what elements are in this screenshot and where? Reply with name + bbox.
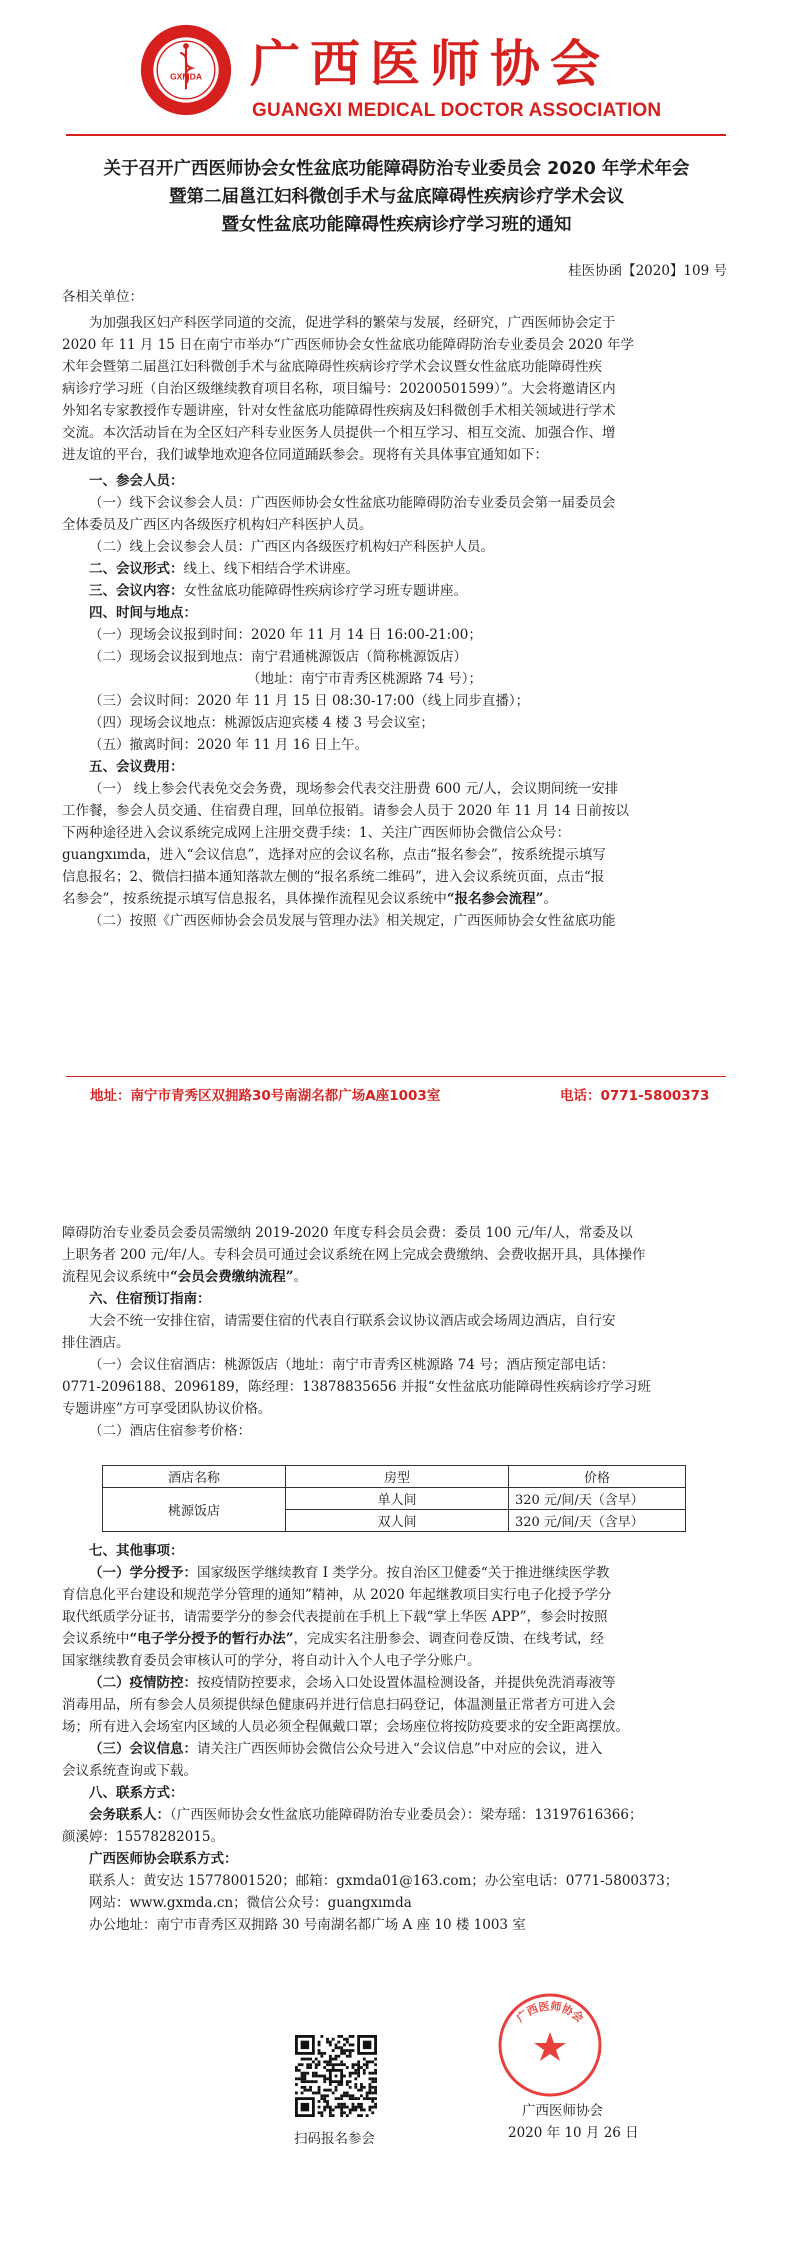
hotel-name-cell: 桃源饭店 xyxy=(103,1488,286,1532)
text-line: 工作餐，参会人员交通、住宿费自理，回单位报销。请参会人员于 2020 年 11 月 14 日前按以 xyxy=(62,803,629,819)
org-name: 广西医师协会 xyxy=(250,35,610,93)
text-line: 全体委员及广西区内各级医疗机构妇产科医护人员。 xyxy=(62,517,373,533)
text-line: 颜溪婷：15578282015。 xyxy=(62,1829,224,1845)
section-heading: 六、住宿预订指南： xyxy=(89,1291,211,1307)
table-header: 酒店名称 xyxy=(103,1466,286,1488)
text-line: 育信息化平台建设和规范学分管理的通知”精神，从 2020 年起继教项目实行电子化授予学分 xyxy=(62,1587,612,1603)
text-line: （一）线下会议参会人员：广西医师协会女性盆底功能障碍防治专业委员会第一届委员会 xyxy=(89,495,616,511)
item-label: （一）学分授予： xyxy=(89,1565,197,1581)
text-line: （二）线上会议参会人员：广西区内各级医疗机构妇产科医护人员。 xyxy=(89,539,494,555)
text-line: 流程见会议系统中 xyxy=(62,1269,170,1285)
title-line-2: 暨第二届邕江妇科微创手术与盆底障碍性疾病诊疗学术会议 xyxy=(169,187,624,207)
text-line: （四）现场会议地点：桃源饭店迎宾楼 4 楼 3 号会议室； xyxy=(89,715,434,731)
text-line: 排住酒店。 xyxy=(62,1335,130,1351)
room-type-cell: 单人间 xyxy=(286,1488,509,1510)
text-line: 0771-2096188、2096189，陈经理：13878835656 并报“女性盆底功能障碍性疾病诊疗学习班 xyxy=(62,1379,651,1395)
item-label: 会务联系人： xyxy=(89,1807,170,1823)
text-line: （二）按照《广西医师协会会员发展与管理办法》相关规定，广西医师协会女性盆底功能 xyxy=(89,913,616,929)
section-heading: 五、会议费用： xyxy=(89,759,184,775)
logo-text: GXMDA xyxy=(169,71,203,82)
item-label: 广西医师协会联系方式： xyxy=(89,1851,238,1867)
section-heading: 三、会议内容： xyxy=(89,583,184,599)
text-line: 消毒用品，所有参会人员须提供绿色健康码并进行信息扫码登记，体温测量正常者方可进入会 xyxy=(62,1697,616,1713)
text-line: 场；所有进入会场室内区域的人员必须全程佩戴口罩；会场座位将按防疫要求的安全距离摆放。 xyxy=(62,1719,629,1735)
text-line: （五）撤离时间：2020 年 11 月 16 日上午。 xyxy=(89,737,369,753)
section-attendees: 一、参会人员： （一）线下会议参会人员：广西医师协会女性盆底功能障碍防治专业委员会第一届委员会 全体委员及广西区内各级医疗机构妇产科医护人员。 （二）线上会议参会人员：广西区内各级医疗机构妇产科医护人员。 二、会议形式：线上、线下相结合学术讲座。 三、会议内容：女性盆底功能障碍性疾病诊疗学习班专题讲座。 四、时间与地点： （一）现场会议报到时间：2020 年 11 月 14 日 16:00-21:00； （二）现场会议报到地点：南宁君通桃源饭店（简称桃源饭店） （地址：南宁市青秀区桃源路 74 号）； （三）会议时间：2020 年 11 月 15 日 08:30-17:00（线上同步直播）； （四）现场会议地点：桃源饭店迎宾楼 4 楼 3 号会议室； （五）撤离时间：2020 年 11 月 16 日上午。 五、会议费用： （一） 线上参会代表免交会务费，现场参会代表交注册费 600 元/人，会议期间统一安排 工作餐，参会人员交通、住宿费自理，回单位报销。请参会人员于 2020 年 11 月 14 日前按以 下两种途径进入会议系统完成网上注册交费手续：1、关注广西医师协会微信公众号： guangxımda，进入“会议信息”，选择对应的会议名称，点击“报名参会”，按系统提示填写 信息报名；2、微信扫描本通知落款左侧的“报名系统二维码”，进入会议系统页面，点击“报 名参会”，按系统提示填写信息报名，具体操作流程见会议系统中“报名参会流程”。 （二）按照《广西医师协会会员发展与管理办法》相关规定，广西医师协会女性盆底功能 xyxy=(62,470,732,932)
text-line: 国家继续教育委员会审核认可的学分，将自动计入个人电子学分账户。 xyxy=(62,1653,481,1669)
text-line: 下两种途径进入会议系统完成网上注册交费手续：1、关注广西医师协会微信公众号： xyxy=(62,825,571,841)
section-heading: 七、其他事项： xyxy=(89,1543,184,1559)
title-line-3: 暨女性盆底功能障碍性疾病诊疗学习班的通知 xyxy=(221,215,572,235)
intro-line: 交流。本次活动旨在为全区妇产科专业医务人员提供一个相互学习、相互交流、加强合作、增 xyxy=(62,425,616,441)
text-line: （三）会议时间：2020 年 11 月 15 日 08:30-17:00（线上同步直播）； xyxy=(89,693,530,709)
text-line: 会议系统查询或下载。 xyxy=(62,1763,197,1779)
salutation: 各相关单位： xyxy=(62,289,143,305)
intro-line: 术年会暨第二届邕江妇科微创手术与盆底障碍性疾病诊疗学术会议暨女性盆底功能障碍性疾 xyxy=(62,359,602,375)
intro-line: 为加强我区妇产科医学同道的交流，促进学科的繁荣与发展，经研究，广西医师协会定于 xyxy=(89,315,616,331)
intro-line: 外知名专家教授作专题讲座，针对女性盆底功能障碍性疾病及妇科微创手术相关领域进行学术 xyxy=(62,403,616,419)
price-cell: 320 元/间/天（含早） xyxy=(509,1488,686,1510)
seal-text: 广西医师协会 xyxy=(513,1999,587,2025)
intro-line: 病诊疗学习班（自治区级继续教育项目名称，项目编号：20200501599）”。大会将邀请区内 xyxy=(62,381,616,397)
room-type-cell: 双人间 xyxy=(286,1510,509,1532)
text-line: 大会不统一安排住宿，请需要住宿的代表自行联系会议协议酒店或会场周边酒店，自行安 xyxy=(89,1313,616,1329)
text-line: 联系人：黄安达 15778001520；邮箱：gxmda01@163.com；办公室电话：0771-5800373； xyxy=(89,1873,679,1889)
footer-divider xyxy=(66,1076,726,1077)
org-name-en: GUANGXI MEDICAL DOCTOR ASSOCIATION xyxy=(252,100,662,121)
signoff-date: 2020 年 10 月 26 日 xyxy=(508,2125,639,2141)
price-cell: 320 元/间/天（含早） xyxy=(509,1510,686,1532)
section-heading: 四、时间与地点： xyxy=(89,605,197,621)
intro-paragraph xyxy=(62,312,732,466)
section-heading: 二、会议形式： xyxy=(89,561,184,577)
table-header-row xyxy=(103,1466,686,1488)
emphasis-text: “电子学分授予的暂行办法” xyxy=(129,1631,294,1647)
text-line: 取代纸质学分证书，请需要学分的参会代表提前在手机上下载“掌上华医 APP”，参会时按照 xyxy=(62,1609,608,1625)
text-line: 办公地址：南宁市青秀区双拥路 30 号南湖名都广场 A 座 10 楼 1003 室 xyxy=(89,1917,526,1933)
text-line: 障碍防治专业委员会委员需缴纳 2019-2020 年度专科会员会费：委员 100 元/年/人，常委及以 xyxy=(62,1225,633,1241)
footer-address: 地址：南宁市青秀区双拥路30号南湖名都广场A座1003室 xyxy=(90,1088,441,1104)
intro-line: 2020 年 11 月 15 日在南宁市举办“广西医师协会女性盆底功能障碍防治专业委员会 2020 年学 xyxy=(62,337,635,353)
table-row xyxy=(103,1488,686,1510)
text-line: （二）酒店住宿参考价格： xyxy=(89,1423,251,1439)
header-divider xyxy=(66,134,726,136)
registration-qr-code[interactable] xyxy=(295,2035,377,2117)
text-line: （一） 线上参会代表免交会务费，现场参会代表交注册费 600 元/人，会议期间统一安排 xyxy=(89,781,619,797)
item-label: （二）疫情防控： xyxy=(89,1675,197,1691)
emphasis-text: “会员会费缴纳流程” xyxy=(170,1269,294,1285)
emphasis-text: “报名参会流程” xyxy=(446,891,544,907)
text-line: 线上、线下相结合学术讲座。 xyxy=(183,561,359,577)
text-line: （二）现场会议报到地点：南宁君通桃源饭店（简称桃源饭店） xyxy=(89,649,467,665)
qr-caption: 扫码报名参会 xyxy=(294,2131,375,2147)
text-line: 网站：www.gxmda.cn；微信公众号：guangxımda xyxy=(89,1895,412,1911)
section-fees-continued: 障碍防治专业委员会委员需缴纳 2019-2020 年度专科会员会费：委员 100 元/年/人，常委及以 上职务者 200 元/年/人。专科会员可通过会议系统在网上完成会费缴纳、会费收据开具，具体操作 流程见会议系统中“会员会费缴纳流程”。 六、住宿预订指南： 大会不统一安排住宿，请需要住宿的代表自行联系会议协议酒店或会场周边酒店，自行安 排住酒店。 （一）会议住宿酒店：桃源饭店（地址：南宁市青秀区桃源路 74 号；酒店预定部电话： 0771-2096188、2096189，陈经理：13878835656 并报“女性盆底功能障碍性疾病诊疗学习班 专题讲座”方可享受团队协议价格。 （二）酒店住宿参考价格： xyxy=(62,1222,732,1442)
text-line: （一）现场会议报到时间：2020 年 11 月 14 日 16:00-21:00； xyxy=(89,627,482,643)
text-line: 女性盆底功能障碍性疾病诊疗学习班专题讲座。 xyxy=(183,583,467,599)
section-heading: 一、参会人员： xyxy=(89,473,184,489)
official-seal-stamp xyxy=(495,1990,605,2100)
hotel-price-table xyxy=(102,1465,686,1532)
title-line-1: 关于召开广西医师协会女性盆底功能障碍防治专业委员会 2020 年学术年会 xyxy=(103,159,690,179)
table-header: 价格 xyxy=(509,1466,686,1488)
text-line: （地址：南宁市青秀区桃源路 74 号）； xyxy=(247,671,483,687)
text-line: 名参会”，按系统提示填写信息报名，具体操作流程见会议系统中 xyxy=(62,891,447,907)
footer-phone: 电话：0771-5800373 xyxy=(560,1088,710,1104)
section-other: 七、其他事项： （一）学分授予：国家级医学继续教育 I 类学分。按自治区卫健委“关于推进继续医学教 育信息化平台建设和规范学分管理的通知”精神，从 2020 年起继教项目实行电子化授予学分 取代纸质学分证书，请需要学分的参会代表提前在手机上下载“掌上华医 APP”，参会时按照 会议系统中“电子学分授予的暂行办法”，完成实名注册参会、调查问卷反馈、在线考试，经 国家继续教育委员会审核认可的学分，将自动计入个人电子学分账户。 （二）疫情防控：按疫情防控要求，会场入口处设置体温检测设备，并提供免洗消毒液等 消毒用品，所有参会人员须提供绿色健康码并进行信息扫码登记，体温测量正常者方可进入会 场；所有进入会场室内区域的人员必须全程佩戴口罩；会场座位将按防疫要求的安全距离摆放。 （三）会议信息：请关注广西医师协会微信公众号进入“会议信息”中对应的会议，进入 会议系统查询或下载。 八、联系方式： 会务联系人：（广西医师协会女性盆底功能障碍防治专业委员会）：梁寿瑶：13197616366； 颜溪婷：15578282015。 广西医师协会联系方式： 联系人：黄安达 15778001520；邮箱：gxmda01@163.com；办公室电话：0771-5800373； 网站：www.gxmda.cn；微信公众号：guangxımda 办公地址：南宁市青秀区双拥路 30 号南湖名都广场 A 座 10 楼 1003 室 xyxy=(62,1540,732,1936)
text-line: guangxımda，进入“会议信息”，选择对应的会议名称，点击“报名参会”，按系统提示填写 xyxy=(62,847,606,863)
text-line: 上职务者 200 元/年/人。专科会员可通过会议系统在网上完成会费缴纳、会费收据开具，具体操作 xyxy=(62,1247,646,1263)
text-line: （一）会议住宿酒店：桃源饭店（地址：南宁市青秀区桃源路 74 号；酒店预定部电话： xyxy=(89,1357,615,1373)
signoff-org: 广西医师协会 xyxy=(522,2103,603,2119)
text-line: 专题讲座”方可享受团队协议价格。 xyxy=(62,1401,272,1417)
intro-line: 进友谊的平台，我们诚挚地欢迎各位同道踊跃参会。现将有关具体事宜通知如下： xyxy=(62,447,548,463)
section-heading: 八、联系方式： xyxy=(89,1785,184,1801)
text-line: 信息报名；2、微信扫描本通知落款左侧的“报名系统二维码”，进入会议系统页面，点击“报 xyxy=(62,869,605,885)
association-logo xyxy=(138,22,234,118)
item-label: （三）会议信息： xyxy=(89,1741,197,1757)
table-header: 房型 xyxy=(286,1466,509,1488)
doc-number: 桂医协函【2020】109 号 xyxy=(568,263,727,279)
